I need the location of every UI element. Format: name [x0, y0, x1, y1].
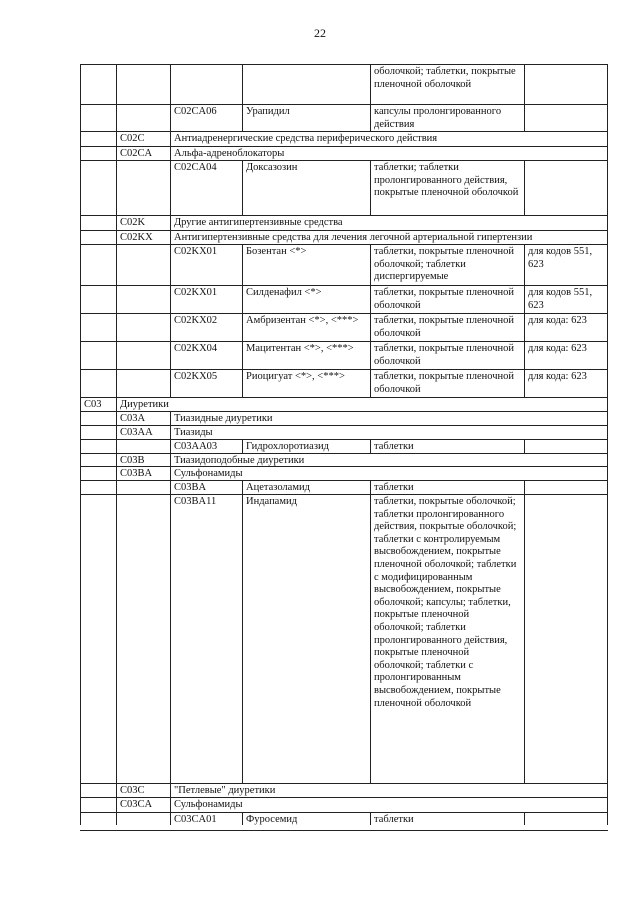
cell-group-name: Другие антигипертензивные средства	[170, 215, 608, 230]
cell-group-name: Диуретики	[116, 397, 608, 411]
cell-note	[524, 812, 608, 825]
table-row	[80, 285, 608, 313]
cell-level1-code	[80, 480, 116, 494]
cell-dosage-form: таблетки, покрытые пленочной оболочкой; таблетки диспергируемые	[370, 244, 524, 285]
table-row	[80, 341, 608, 369]
cell-note	[524, 104, 608, 131]
cell-dosage-form: оболочкой; таблетки, покрытые пленочной оболочкой	[370, 64, 524, 104]
table-row	[80, 104, 608, 131]
cell-level1-code	[80, 230, 116, 244]
cell-dosage-form: таблетки	[370, 439, 524, 453]
cell-level1-code	[80, 783, 116, 797]
cell-level2-code	[116, 244, 170, 285]
table-bottom-border	[80, 830, 608, 831]
cell-level2-code	[116, 104, 170, 131]
table-row	[80, 215, 608, 230]
cell-atc-code: C02CA06	[170, 104, 242, 131]
cell-dosage-form: таблетки; таблетки пролонгированного действия, покрытые пленочной оболочкой	[370, 160, 524, 215]
cell-note: для кода: 623	[524, 341, 608, 369]
cell-level1-code	[80, 797, 116, 812]
cell-level1-code	[80, 494, 116, 783]
cell-note	[524, 160, 608, 215]
cell-drug-name: Гидрохлоротиазид	[242, 439, 370, 453]
cell-level1-code: C03	[80, 397, 116, 411]
cell-level2-code	[116, 341, 170, 369]
cell-dosage-form: таблетки, покрытые пленочной оболочкой	[370, 341, 524, 369]
cell-note	[524, 480, 608, 494]
cell-drug-name: Урапидил	[242, 104, 370, 131]
table-row	[80, 812, 608, 825]
cell-group-name: Тиазидные диуретики	[170, 411, 608, 425]
cell-level2-code	[116, 439, 170, 453]
cell-drug-name: Фуросемид	[242, 812, 370, 825]
cell-atc-code: C02KX01	[170, 244, 242, 285]
table-row	[80, 411, 608, 425]
cell-drug-name: Риоцигуат <*>, <***>	[242, 369, 370, 397]
cell-level2-code	[116, 494, 170, 783]
table-row	[80, 244, 608, 285]
cell-level1-code	[80, 146, 116, 160]
table-row	[80, 439, 608, 453]
table-row	[80, 131, 608, 146]
cell-level2-code: C03B	[116, 453, 170, 466]
cell-level1-code	[80, 369, 116, 397]
table-row	[80, 146, 608, 160]
cell-atc-code: C03BA	[170, 480, 242, 494]
table-row	[80, 797, 608, 812]
cell-level2-code: C03BA	[116, 466, 170, 480]
cell-atc-code: C02KX04	[170, 341, 242, 369]
cell-dosage-form: таблетки, покрытые пленочной оболочкой	[370, 369, 524, 397]
cell-level2-code: C03C	[116, 783, 170, 797]
cell-level2-code	[116, 480, 170, 494]
cell-group-name: "Петлевые" диуретики	[170, 783, 608, 797]
table-row	[80, 494, 608, 783]
cell-dosage-form: таблетки	[370, 812, 524, 825]
table-row	[80, 783, 608, 797]
cell-level2-code: C03CA	[116, 797, 170, 812]
table-row	[80, 480, 608, 494]
cell-level1-code	[80, 244, 116, 285]
cell-atc-code: C02CA04	[170, 160, 242, 215]
cell-level1-code	[80, 812, 116, 825]
cell-atc-code: C02KX01	[170, 285, 242, 313]
cell-atc-code: C02KX05	[170, 369, 242, 397]
cell-group-name: Сульфонамиды	[170, 797, 608, 812]
cell-drug-name: Индапамид	[242, 494, 370, 783]
cell-dosage-form: таблетки, покрытые пленочной оболочкой	[370, 313, 524, 341]
cell-level2-code	[116, 313, 170, 341]
cell-drug-name: Бозентан <*>	[242, 244, 370, 285]
cell-level1-code	[80, 104, 116, 131]
table-row	[80, 230, 608, 244]
cell-drug-name: Амбризентан <*>, <***>	[242, 313, 370, 341]
table-row	[80, 160, 608, 215]
cell-level1-code	[80, 466, 116, 480]
cell-note: для кодов 551, 623	[524, 244, 608, 285]
cell-drug-name: Ацетазоламид	[242, 480, 370, 494]
cell-note: для кода: 623	[524, 369, 608, 397]
cell-level2-code	[116, 812, 170, 825]
cell-group-name: Тиазидоподобные диуретики	[170, 453, 608, 466]
cell-level2-code: C02CA	[116, 146, 170, 160]
cell-dosage-form: таблетки, покрытые оболочкой; таблетки пролонгированного действия, покрытые оболочкой; таблетки с контролируемым высвобождением, покрытые пленочной оболочкой; таблетки с модифицированным высвобождением, покрытые оболочкой; капсулы; таблетки, покрытые пленочной оболочкой; таблетки пролонгированного действия, покрытые пленочной оболочкой; таблетки с пролонгированным высвобождением, покрытые пленочной оболочкой	[370, 494, 524, 783]
cell-dosage-form: таблетки, покрытые пленочной оболочкой	[370, 285, 524, 313]
cell-note: для кода: 623	[524, 313, 608, 341]
cell-atc-code: C03CA01	[170, 812, 242, 825]
cell-dosage-form: капсулы пролонгированного действия	[370, 104, 524, 131]
cell-level1-code	[80, 64, 116, 104]
cell-note	[524, 494, 608, 783]
cell-drug-name: Доксазозин	[242, 160, 370, 215]
cell-level1-code	[80, 131, 116, 146]
cell-group-name: Сульфонамиды	[170, 466, 608, 480]
cell-level2-code	[116, 285, 170, 313]
cell-level2-code	[116, 64, 170, 104]
cell-level1-code	[80, 341, 116, 369]
cell-drug-name: Мацитентан <*>, <***>	[242, 341, 370, 369]
cell-group-name: Антиадренергические средства периферического действия	[170, 131, 608, 146]
cell-level2-code: C02KX	[116, 230, 170, 244]
cell-level1-code	[80, 313, 116, 341]
cell-drug-name: Силденафил <*>	[242, 285, 370, 313]
cell-atc-code: C03AA03	[170, 439, 242, 453]
cell-level1-code	[80, 411, 116, 425]
table-row	[80, 425, 608, 439]
page-number: 22	[314, 26, 326, 40]
cell-group-name: Тиазиды	[170, 425, 608, 439]
cell-drug-name	[242, 64, 370, 104]
table-row	[80, 453, 608, 466]
cell-level1-code	[80, 453, 116, 466]
cell-atc-code: C03BA11	[170, 494, 242, 783]
cell-level2-code	[116, 160, 170, 215]
cell-level1-code	[80, 285, 116, 313]
table-row	[80, 397, 608, 411]
cell-note	[524, 64, 608, 104]
cell-level2-code	[116, 369, 170, 397]
cell-group-name: Альфа-адреноблокаторы	[170, 146, 608, 160]
cell-atc-code: C02KX02	[170, 313, 242, 341]
table-row	[80, 64, 608, 104]
cell-level1-code	[80, 160, 116, 215]
cell-level1-code	[80, 215, 116, 230]
cell-group-name: Антигипертензивные средства для лечения легочной артериальной гипертензии	[170, 230, 608, 244]
cell-note: для кодов 551, 623	[524, 285, 608, 313]
table-row	[80, 369, 608, 397]
cell-note	[524, 439, 608, 453]
cell-atc-code	[170, 64, 242, 104]
drug-classification-table	[80, 64, 608, 830]
table-row	[80, 466, 608, 480]
cell-level1-code	[80, 439, 116, 453]
cell-dosage-form: таблетки	[370, 480, 524, 494]
cell-level2-code: C02K	[116, 215, 170, 230]
cell-level2-code: C03AA	[116, 425, 170, 439]
cell-level2-code: C02C	[116, 131, 170, 146]
cell-level1-code	[80, 425, 116, 439]
cell-level2-code: C03A	[116, 411, 170, 425]
table-row	[80, 313, 608, 341]
